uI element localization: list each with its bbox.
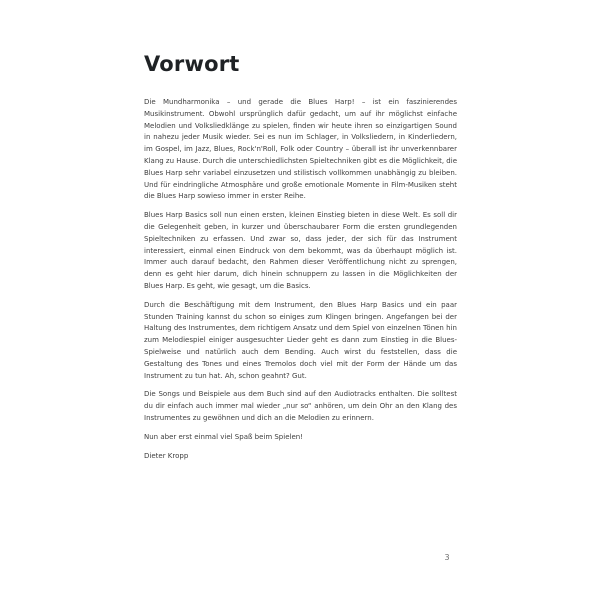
author-signature: Dieter Kropp	[144, 451, 189, 460]
preface-text	[144, 97, 457, 469]
para-intro-instrument: Die Mundharmonika – und gerade die Blues Harp! – ist ein faszinierendes Musikinstrument. Obwohl ursprünglich dafür gedacht, um auf ihr möglichst einfache Melodien und Volksliedklänge zu spielen, finden wir heute ihren so einzigartigen Sound in nahezu jeder Musik wieder. Sei es nun im Schlager, in Volksliedern, in Kinderliedern, im Gospel, im Jazz, Blues, Rock'n'Roll, Folk oder Country – überall ist ihr unverkennbarer Klang zu Hause. Durch die unterschiedlichsten Spieltechniken gibt es die Möglichkeit, die Blues Harp sehr variabel einzusetzen und stilistisch vollkommen unabhängig zu bleiben. Und für eindringliche Atmosphäre und große emotionale Momente in Film-Musiken steht die Blues Harp sowieso immer in erster Reihe.	[144, 98, 457, 201]
para-closing-line: Nun aber erst einmal viel Spaß beim Spielen!	[144, 432, 303, 441]
page-number: 3	[444, 553, 450, 562]
page-title: Vorwort	[144, 52, 240, 76]
para-audiotracks: Die Songs und Beispiele aus dem Buch sind auf den Audiotracks enthalten. Die solltest du dir einfach auch immer mal wieder „nur so“ anhören, um dein Ohr an den Klang des Instrumentes zu gewöhnen und dich an die Melodien zu erinnern.	[144, 390, 457, 422]
para-book-purpose: Blues Harp Basics soll nun einen ersten, kleinen Einstieg bieten in diese Welt. Es soll dir die Gelegenheit geben, in kurzer und überschaubarer Form die ersten grundlegenden Spieltechniken zu erfassen. Und zwar so, dass jeder, der sich für das Instrument interessiert, einmal einen Eindruck von dem bekommt, was da überhaupt möglich ist. Immer auch darauf bedacht, den Rahmen dieser Veröffentlichung nicht zu sprengen, denn es geht hier darum, dich hinein schnuppern zu lassen in die Möglichkeiten der Blues Harp. Es geht, wie gesagt, um die Basics.	[144, 211, 457, 290]
para-learning-content: Durch die Beschäftigung mit dem Instrument, den Blues Harp Basics und ein paar Stunden Training kannst du schon so einiges zum Klingen bringen. Angefangen bei der Haltung des Instrumentes, dem richtigem Ansatz und dem Spiel von einzelnen Tönen hin zum Melodiespiel einiger ausgesuchter Lieder geht es dann zum Einstieg in die Blues-Spielweise und natürlich auch dem Bending. Auch wirst du feststellen, dass die Gestaltung des Tones und eines Tremolos doch viel mit der Form der Hände um das Instrument zu tun hat. Ah, schon geahnt? Gut.	[144, 300, 457, 380]
